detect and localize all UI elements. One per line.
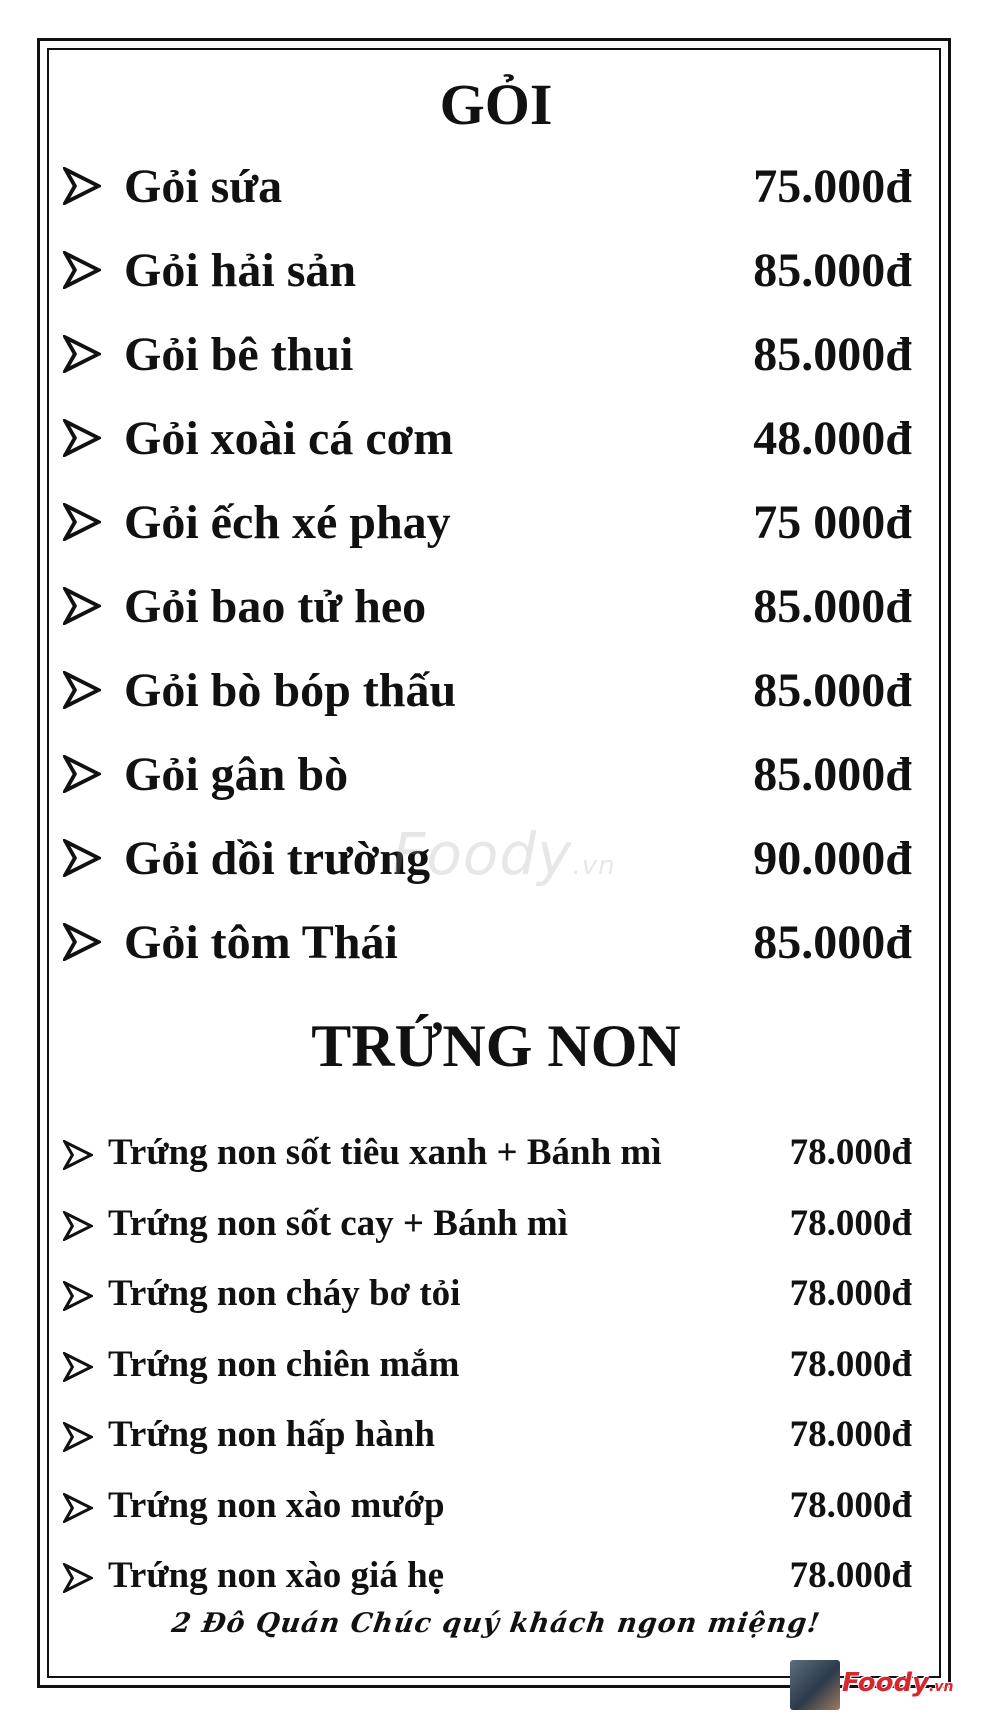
menu-item-price: 78.000đ	[789, 1343, 912, 1385]
section-title-goi: GỎI	[439, 72, 553, 137]
menu-item-price: 78.000đ	[789, 1273, 912, 1314]
arrow-bullet-icon	[63, 503, 101, 541]
menu-item-name: Trứng non xào mướp	[108, 1484, 445, 1526]
avatar	[790, 1660, 840, 1710]
watermark-suffix: .vn	[572, 851, 616, 881]
menu-item-name: Trứng non xào giá hẹ	[108, 1555, 445, 1596]
arrow-bullet-icon	[63, 167, 101, 205]
foody-badge[interactable]	[790, 1660, 954, 1710]
arrow-bullet-icon	[63, 755, 101, 793]
menu-item-price: 78.000đ	[789, 1132, 912, 1173]
arrow-bullet-icon	[63, 839, 101, 877]
foody-logo-text: Foody	[842, 1668, 930, 1698]
menu-item-name: Gỏi gân bò	[124, 748, 349, 801]
arrow-bullet-icon	[63, 1140, 93, 1170]
menu-item-price: 85.000đ	[753, 664, 912, 717]
footer-message: 2 Đô Quán Chúc quý khách ngon miệng!	[169, 1608, 823, 1639]
section-title-trung-non: TRỨNG NON	[311, 1013, 681, 1079]
menu-item-name: Gỏi dồi trường	[124, 832, 431, 885]
menu-item-price: 78.000đ	[789, 1555, 912, 1596]
menu-item-price: 85.000đ	[753, 580, 912, 633]
menu-item-price: 75 000đ	[753, 496, 912, 549]
arrow-bullet-icon	[63, 1352, 93, 1382]
foody-logo	[842, 1668, 953, 1698]
arrow-bullet-icon	[63, 1563, 93, 1593]
menu-item-name: Gỏi bao tử heo	[124, 580, 427, 633]
menu-item-name: Gỏi ếch xé phay	[124, 496, 451, 549]
menu-item-price: 78.000đ	[789, 1202, 912, 1244]
menu-item-price: 48.000đ	[753, 412, 912, 465]
arrow-bullet-icon	[63, 1422, 93, 1452]
arrow-bullet-icon	[63, 1493, 93, 1523]
menu-item-name: Trứng non sốt tiêu xanh + Bánh mì	[108, 1132, 662, 1173]
menu-item-price: 85.000đ	[753, 916, 912, 969]
menu-item-name: Gỏi hải sản	[124, 244, 357, 297]
menu-item-name: Gỏi sứa	[124, 160, 283, 213]
menu-item-price: 78.000đ	[789, 1414, 912, 1455]
arrow-bullet-icon	[63, 1281, 93, 1311]
menu-item-name: Trứng non sốt cay + Bánh mì	[108, 1202, 568, 1244]
menu-item-name: Gỏi tôm Thái	[124, 916, 398, 969]
arrow-bullet-icon	[63, 587, 101, 625]
menu-item-name: Trứng non hấp hành	[108, 1414, 435, 1455]
menu-item-name: Gỏi xoài cá cơm	[124, 412, 454, 465]
menu-item-price: 75.000đ	[753, 160, 912, 213]
arrow-bullet-icon	[63, 335, 101, 373]
menu-item-name: Gỏi bò bóp thấu	[124, 664, 457, 717]
arrow-bullet-icon	[63, 251, 101, 289]
watermark-text: Foody	[392, 820, 573, 888]
menu-item-name: Trứng non cháy bơ tỏi	[108, 1273, 461, 1314]
menu-item-price: 85.000đ	[753, 328, 912, 381]
arrow-bullet-icon	[63, 419, 101, 457]
menu-item-price: 85.000đ	[753, 748, 912, 801]
menu-item-name: Gỏi bê thui	[124, 328, 354, 381]
menu-item-price: 78.000đ	[789, 1484, 912, 1526]
arrow-bullet-icon	[63, 671, 101, 709]
arrow-bullet-icon	[63, 923, 101, 961]
menu-item-price: 90.000đ	[753, 832, 912, 885]
menu-item-price: 85.000đ	[753, 244, 912, 297]
arrow-bullet-icon	[63, 1211, 93, 1241]
foody-logo-suffix: .vn	[929, 1679, 954, 1695]
menu-item-name: Trứng non chiên mắm	[108, 1343, 460, 1385]
